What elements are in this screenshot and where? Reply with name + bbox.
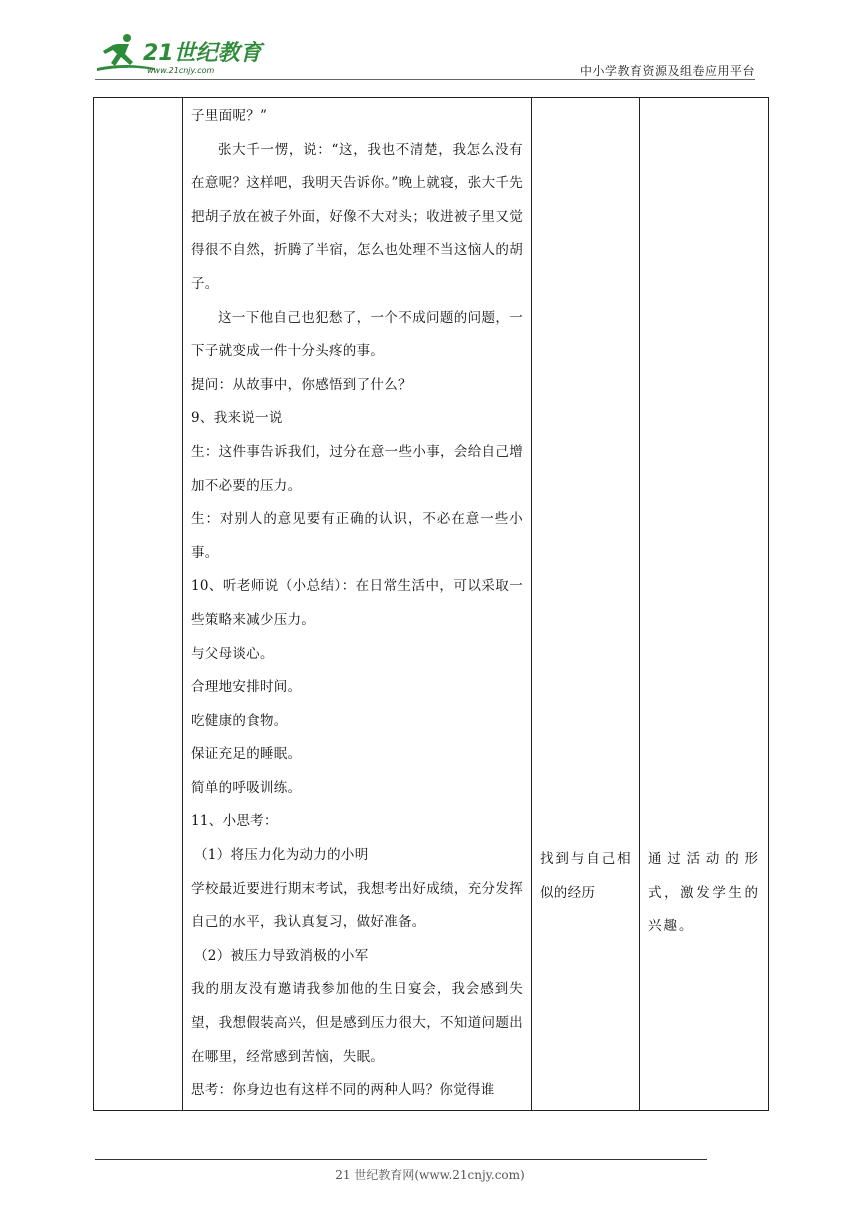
table-cell-col1 xyxy=(94,98,183,1111)
table-cell-col3 xyxy=(532,98,640,1111)
lesson-content xyxy=(183,98,531,1110)
content-paragraph: 11、小思考： xyxy=(191,813,278,830)
design-intent-text: 通过活动的形式，激发学生的兴趣。 xyxy=(648,851,760,935)
content-paragraph: 简单的呼吸训练。 xyxy=(191,779,302,796)
content-paragraph: 10、听老师说（小总结）：在日常生活中，可以采取一些策略来减少压力。 xyxy=(191,578,523,628)
table-row xyxy=(94,98,769,1111)
content-paragraph: 吃健康的食物。 xyxy=(191,712,288,729)
footer-text: 21 世纪教育网(www.21cnjy.com) xyxy=(335,1168,525,1182)
content-paragraph: 学校最近要进行期末考试，我想考出好成绩，充分发挥自己的水平，我认真复习，做好准备。 xyxy=(191,880,523,931)
content-paragraph: 与父母谈心。 xyxy=(191,645,274,662)
content-paragraph: 保证充足的睡眠。 xyxy=(191,746,302,763)
content-paragraph: 生：对别人的意见要有正确的认识，不必在意一些小事。 xyxy=(191,511,523,561)
content-paragraph: 合理地安排时间。 xyxy=(191,679,302,696)
content-paragraph: 这一下他自己也犯愁了，一个不成问题的问题，一下子就变成一件十分头疼的事。 xyxy=(191,309,523,360)
lesson-plan-table xyxy=(93,97,769,1111)
content-paragraph: 生：这件事告诉我们，过分在意一些小事，会给自己增加不必要的压力。 xyxy=(191,443,523,494)
header-divider xyxy=(95,79,755,80)
student-activity-text: 找到与自己相似的经历 xyxy=(540,851,631,901)
content-paragraph: 我的朋友没有邀请我参加他的生日宴会，我会感到失望，我想假装高兴，但是感到压力很大，不知道问题出在哪里，经常感到苦恼，失眠。 xyxy=(191,981,523,1065)
content-paragraph: （1）将压力化为动力的小明 xyxy=(194,847,369,864)
svg-text:21世纪教育: 21世纪教育 xyxy=(143,41,262,66)
footer-divider xyxy=(95,1159,707,1160)
svg-text:www.21cnjy.com: www.21cnjy.com xyxy=(147,66,215,75)
table-cell-col4 xyxy=(640,98,769,1111)
runner-logo-icon xyxy=(95,32,265,78)
site-logo xyxy=(95,32,265,78)
content-paragraph: （2）被压力导致消极的小军 xyxy=(194,947,369,964)
platform-label: 中小学教育资源及组卷应用平台 xyxy=(579,64,755,78)
content-paragraph: 提问：从故事中，你感悟到了什么？ xyxy=(191,376,412,393)
content-paragraph: 思考：你身边也有这样不同的两种人吗？你觉得谁 xyxy=(191,1082,495,1099)
table-cell-content xyxy=(183,98,532,1111)
content-paragraph: 子里面呢？” xyxy=(191,108,268,124)
content-paragraph: 9、我来说一说 xyxy=(191,410,283,427)
content-paragraph: 张大千一愣，说：“这，我也不清楚，我怎么没有在意呢？这样吧，我明天告诉你。”晚上就寝，张大千先把胡子放在被子外面，好像不大对头；收进被子里又觉得很不自然，折腾了半宿，怎么也处理不当这恼人的胡子。 xyxy=(191,141,523,292)
